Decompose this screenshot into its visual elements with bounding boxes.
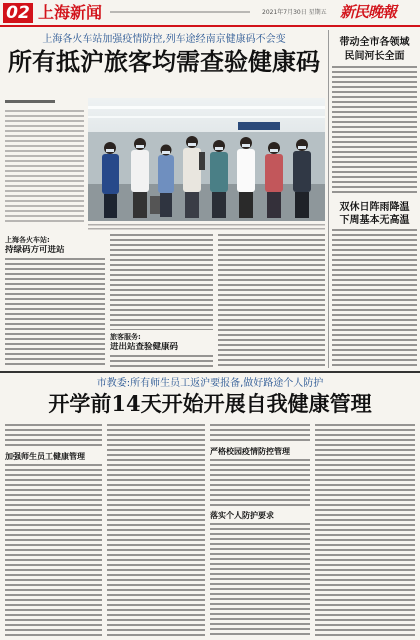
staff-head — [104, 142, 116, 154]
station-photo-image — [88, 98, 325, 221]
passenger-shirt — [237, 149, 255, 192]
hall-floor — [88, 184, 325, 221]
passenger-figure — [158, 145, 174, 218]
lead-subhead-label: 旅客服务: — [110, 333, 141, 341]
lead-headline: 所有抵沪旅客均需查验健康码 — [8, 47, 320, 76]
suitcase — [150, 196, 160, 214]
sidebar-headline: 下周基本无高温 — [339, 215, 410, 226]
school-kicker: 市教委:所有师生员工返沪要报备,做好路途个人防护 — [96, 378, 324, 389]
passenger-head — [213, 140, 225, 152]
staff-legs — [104, 194, 117, 218]
passenger-head — [268, 142, 280, 154]
story-divider — [0, 371, 420, 373]
lead-byline — [5, 100, 55, 103]
issue-date: 2021年7月30日 星期五 — [262, 9, 327, 16]
header-rule — [0, 25, 420, 27]
face-mask — [162, 151, 170, 154]
lead-intro-text — [5, 110, 84, 222]
sidebar-body-text — [332, 229, 417, 368]
face-mask — [188, 143, 196, 146]
school-body-text — [5, 424, 102, 448]
passenger-shirt — [265, 154, 283, 192]
school-headline: 开学前14天开始开展自我健康管理 — [48, 391, 372, 416]
section-title: 上海新闻 — [38, 3, 103, 22]
backpack — [199, 152, 205, 170]
newspaper-masthead-logo: 新民晚報 — [340, 3, 397, 21]
passenger-head — [134, 138, 146, 150]
editor-credits-line — [110, 11, 250, 13]
school-subhead: 落实个人防护要求 — [210, 511, 274, 520]
school-body-text — [5, 464, 102, 636]
lead-subhead-title: 进出站查验健康码 — [110, 342, 179, 352]
passenger-legs — [239, 192, 253, 218]
passenger-shirt — [131, 150, 149, 192]
passenger-head — [296, 139, 308, 151]
lead-subhead-label: 上海各火车站: — [5, 236, 50, 244]
passenger-legs — [295, 192, 309, 218]
school-body-text — [315, 424, 415, 636]
passenger-shirt — [210, 152, 228, 192]
school-body-text — [210, 459, 310, 506]
face-mask — [215, 147, 223, 150]
hall-wall — [88, 132, 325, 184]
sidebar-divider — [328, 30, 329, 368]
lead-body-text — [5, 258, 105, 368]
sidebar-headline: 双休日阵雨降温 — [339, 202, 410, 213]
passenger-shirt — [293, 151, 311, 192]
passenger-legs — [185, 192, 199, 218]
sidebar-headline: 民间河长全面 — [344, 51, 405, 62]
staff-uniform — [102, 154, 119, 194]
passenger-figure — [237, 137, 255, 218]
face-mask — [270, 149, 278, 152]
lead-body-text — [218, 234, 325, 368]
school-body-text — [210, 523, 310, 636]
passenger-head — [186, 136, 198, 148]
ceiling-light — [88, 116, 325, 118]
passenger-legs — [212, 192, 226, 218]
passenger-shirt — [183, 148, 201, 192]
school-subhead: 严格校园疫情防控管理 — [210, 447, 290, 456]
station-sign — [238, 122, 280, 130]
lead-subhead-title: 持绿码方可进站 — [5, 245, 65, 255]
photo-caption — [88, 224, 325, 231]
face-mask — [136, 145, 144, 148]
lead-body-text — [110, 355, 213, 368]
passenger-legs — [267, 192, 281, 218]
passenger-shirt — [158, 155, 174, 193]
lead-kicker: 上海各火车站加强疫情防控,列车途经南京健康码不会变 — [42, 34, 286, 45]
face-mask — [106, 149, 114, 152]
passenger-legs — [160, 193, 172, 217]
lead-body-text — [110, 234, 213, 330]
school-body-text — [107, 424, 205, 636]
passenger-head — [240, 137, 252, 149]
school-subhead: 加强师生员工健康管理 — [5, 452, 85, 461]
page-number: 02 — [3, 3, 33, 23]
school-body-text — [210, 424, 310, 443]
face-mask — [298, 146, 306, 149]
ceiling-light — [88, 106, 325, 109]
face-mask — [242, 144, 250, 147]
station-photo — [88, 98, 325, 221]
sidebar-headline: 带动全市各领域 — [339, 37, 410, 48]
passenger-legs — [133, 192, 147, 218]
sidebar-body-text — [332, 66, 417, 196]
